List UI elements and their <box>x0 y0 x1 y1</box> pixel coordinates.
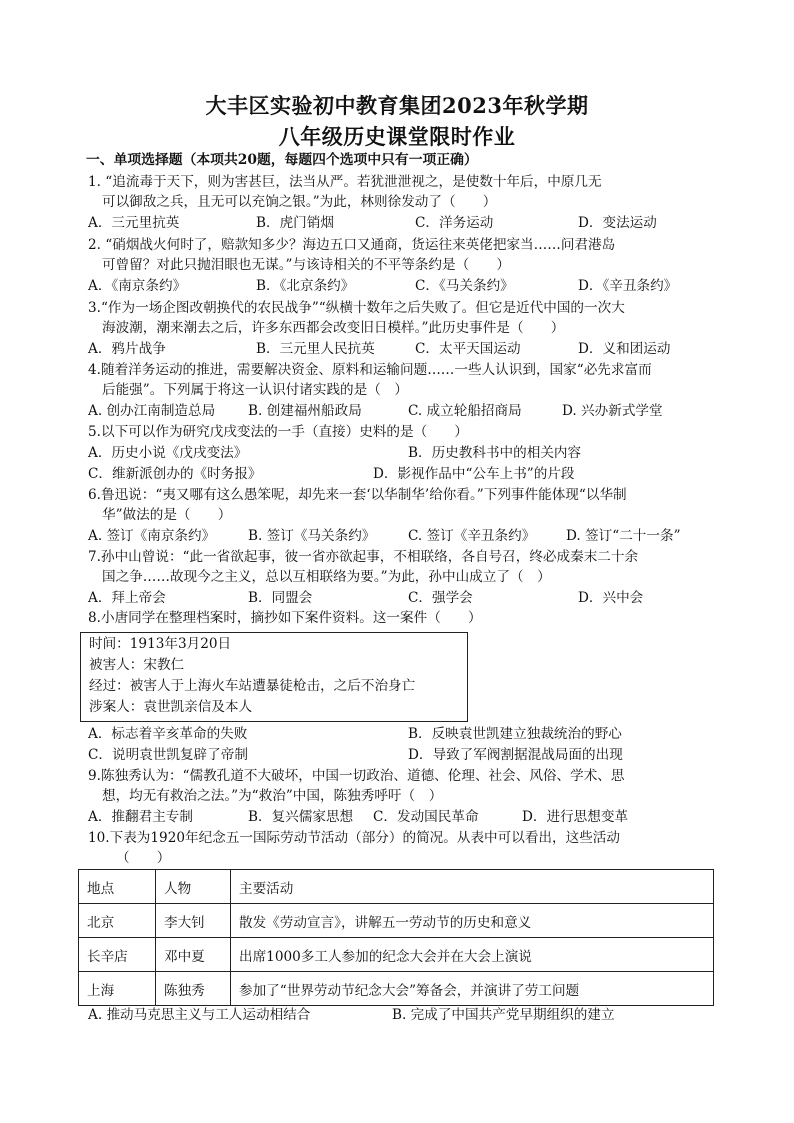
q6-option-b: B. 签订《马关条约》 <box>248 528 376 544</box>
q10-text-line1: 10.下表为1920年纪念五一国际劳动节活动（部分）的简况。从表中可以看出，这些活动 <box>88 830 620 846</box>
q1-text-line1: 1. “追流毒于天下，则为害甚巨，法当从严。若犹泄泄视之，是使数十年后，中原几无 <box>88 174 602 190</box>
q3-option-d: D．义和团运动 <box>578 341 671 357</box>
q4-option-d: D. 兴办新式学堂 <box>562 403 663 419</box>
q8-option-d: D．导致了军阀割据混战局面的出现 <box>408 747 623 763</box>
q8-text-line1: 8.小唐同学在整理档案时，摘抄如下案件资料。这一案件（ ） <box>88 610 482 626</box>
q10-text-line2: （ ） <box>116 850 171 866</box>
q7-text-line2: 国之争……故现今之主义，总以互相联络为要。”为此，孙中山成立了（ ） <box>102 569 551 585</box>
q9-option-a: A．推翻君主专制 <box>88 809 193 825</box>
q6-option-a: A. 签订《南京条约》 <box>88 528 216 544</box>
case-process: 经过：被害人于上海火车站遭暴徒枪击，之后不治身亡 <box>89 678 416 694</box>
may-day-table <box>78 869 714 1006</box>
q1-text-line2: 可以御敌之兵，且无可以充饷之银。”为此，林则徐发动了（ ） <box>102 194 497 210</box>
q6-text-line1: 6.鲁迅说：“夷又哪有这么愚笨呢，却先来一套‘以华制华’给你看。”下列事件能体现“以华制 <box>88 487 627 503</box>
case-suspect: 涉案人：袁世凯亲信及本人 <box>89 699 253 715</box>
table-cell: 李大钊 <box>156 904 231 938</box>
q5-option-d: D．影视作品中“公车上书”的片段 <box>373 466 575 482</box>
table-header-row <box>79 870 714 904</box>
table-cell: 长辛店 <box>79 938 156 972</box>
q3-option-a: A．鸦片战争 <box>88 341 166 357</box>
table-row <box>79 904 714 938</box>
q8-option-a: A．标志着辛亥革命的失败 <box>88 726 248 742</box>
case-time: 时间：1913年3月20日 <box>89 636 232 652</box>
table-row <box>79 938 714 972</box>
q9-option-b: B．复兴儒家思想 <box>248 809 354 825</box>
case-file-box <box>80 632 468 722</box>
q7-option-d: D．兴中会 <box>578 590 644 606</box>
case-victim: 被害人：宋教仁 <box>89 657 185 673</box>
table-cell: 出席1000多工人参加的纪念大会并在大会上演说 <box>231 938 714 972</box>
q1-option-a: A．三元里抗英 <box>88 215 180 231</box>
q9-text-line1: 9.陈独秀认为：“儒教孔道不大破坏，中国一切政治、道德、伦理、社会、风俗、学术、思 <box>88 768 625 784</box>
table-header-cell: 人物 <box>156 870 231 904</box>
exam-title: 大丰区实验初中教育集团2023年秋学期 <box>205 93 589 118</box>
q6-option-c: C. 签订《辛丑条约》 <box>408 528 536 544</box>
q1-option-b: B．虎门销烟 <box>256 215 334 231</box>
q3-option-c: C．太平天国运动 <box>415 341 521 357</box>
q8-option-c: C．说明袁世凯复辟了帝制 <box>88 747 248 763</box>
exam-subtitle: 八年级历史课堂限时作业 <box>278 124 516 149</box>
q3-option-b: B．三元里人民抗英 <box>256 341 375 357</box>
q5-option-c: C．维新派创办的《时务报》 <box>88 466 262 482</box>
q4-option-c: C. 成立轮船招商局 <box>408 403 522 419</box>
q7-option-b: B．同盟会 <box>248 590 313 606</box>
q7-text-line1: 7.孙中山曾说：“此一省欲起事，彼一省亦欲起事，不相联络，各自号召，终必成秦末二十余 <box>88 549 639 565</box>
q7-option-c: C．强学会 <box>408 590 473 606</box>
q2-option-b: B．《北京条约》 <box>256 278 355 294</box>
q9-option-d: D．进行思想变革 <box>522 809 629 825</box>
q7-option-a: A．拜上帝会 <box>88 590 166 606</box>
table-cell: 北京 <box>79 904 156 938</box>
q6-text-line2: 华”做法的是（ ） <box>102 507 232 523</box>
q3-text-line1: 3.“作为一场企图改朝换代的农民战争”“纵横十数年之后失败了。但它是近代中国的一次大 <box>88 300 625 316</box>
table-header-cell: 地点 <box>79 870 156 904</box>
q1-option-c: C．洋务运动 <box>415 215 494 231</box>
table-cell: 陈独秀 <box>156 972 231 1006</box>
table-row <box>79 972 714 1006</box>
q9-text-line2: 想，均无有救治之法。”为“救治”中国，陈独秀呼吁（ ） <box>102 788 443 804</box>
q2-text-line1: 2. “硝烟战火何时了，赔款知多少？海边五口又通商，货运往来英佬把家当……问君港岛 <box>88 237 616 253</box>
q9-option-c: C．发动国民革命 <box>373 809 479 825</box>
q4-text-line1: 4.随着洋务运动的推进，需要解决资金、原料和运输问题……一些人认识到，国家“必先求富而 <box>88 362 652 378</box>
q10-option-a: A. 推动马克思主义与工人运动相结合 <box>88 1007 311 1023</box>
table-header-cell: 主要活动 <box>231 870 714 904</box>
q5-text-line1: 5.以下可以作为研究戊戌变法的一手（直接）史料的是（ ） <box>88 424 468 440</box>
q3-text-line2: 海波潮，潮来潮去之后，许多东西都会改变旧日模样。”此历史事件是（ ） <box>102 320 565 336</box>
table-cell: 邓中夏 <box>156 938 231 972</box>
q2-option-d: D．《辛丑条约》 <box>578 278 678 294</box>
q2-option-a: A．《南京条约》 <box>88 278 187 294</box>
q5-option-a: A．历史小说《戊戌变法》 <box>88 445 248 461</box>
q4-text-line2: 后能强”。下列属于将这一认识付诸实践的是（ ） <box>102 382 409 398</box>
table-cell: 参加了“世界劳动节纪念大会”筹备会，并演讲了劳工问题 <box>231 972 714 1006</box>
q1-option-d: D．变法运动 <box>578 215 657 231</box>
table-cell: 上海 <box>79 972 156 1006</box>
table-cell: 散发《劳动宣言》，讲解五一劳动节的历史和意义 <box>231 904 714 938</box>
q10-option-b: B. 完成了中国共产党早期组织的建立 <box>392 1007 615 1023</box>
q5-option-b: B．历史教科书中的相关内容 <box>408 445 582 461</box>
q6-option-d: D. 签订“二十一条” <box>566 528 681 544</box>
q4-option-a: A. 创办江南制造总局 <box>88 403 216 419</box>
q4-option-b: B. 创建福州船政局 <box>248 403 362 419</box>
section-heading: 一、单项选择题（本项共20题，每题四个选项中只有一项正确） <box>86 152 478 168</box>
q2-text-line2: 可曾留？对此只抛泪眼也无谋。”与该诗相关的不平等条约是（ ） <box>102 257 510 273</box>
q2-option-c: C．《马关条约》 <box>415 278 514 294</box>
q8-option-b: B．反映袁世凯建立独裁统治的野心 <box>408 726 622 742</box>
